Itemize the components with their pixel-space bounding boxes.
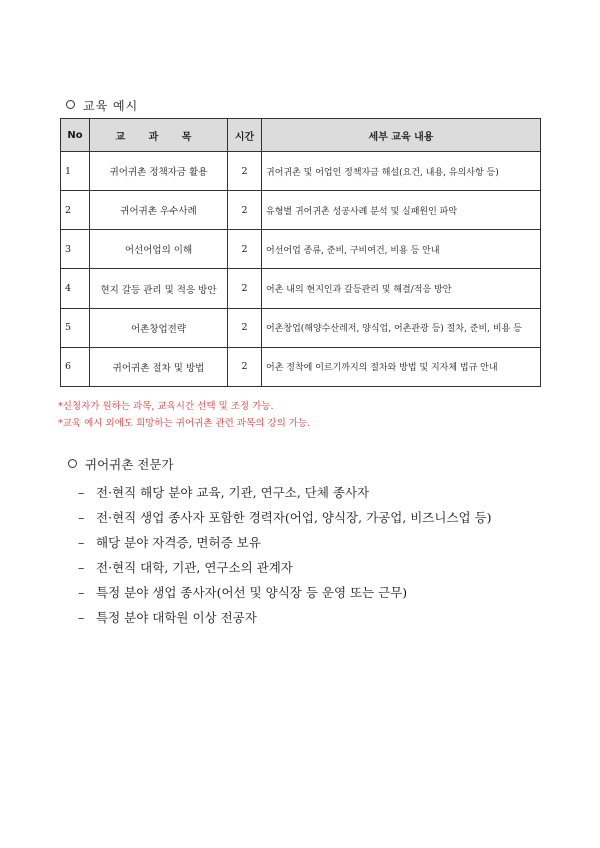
- row-hours: 2: [228, 347, 262, 386]
- list-item-text: 해당 분야 자격증, 면허증 보유: [96, 535, 261, 550]
- list-item-text: 전·현직 생업 종사자 포함한 경력자(어업, 양식장, 가공업, 비즈니스업 등): [96, 510, 492, 525]
- row-no: 4: [61, 269, 90, 308]
- row-subject: 어촌창업전략: [90, 308, 228, 347]
- experts-list: [78, 480, 492, 630]
- list-item: [78, 480, 492, 505]
- row-no: 1: [61, 152, 90, 191]
- table-row: [61, 230, 541, 269]
- header-hours: 시간: [228, 119, 262, 152]
- experts-title-text: 귀어귀촌 전문가: [85, 457, 174, 472]
- row-hours: 2: [228, 269, 262, 308]
- header-no: No: [61, 119, 90, 152]
- row-hours: 2: [228, 308, 262, 347]
- list-item-text: 특정 분야 생업 종사자(어선 및 양식장 등 운영 또는 근무): [96, 585, 408, 600]
- row-detail: 귀어귀촌 및 어업인 정책자금 해설(요건, 내용, 유의사항 등): [262, 152, 541, 191]
- education-section-title: [66, 97, 138, 114]
- list-item: [78, 555, 492, 580]
- dash-icon: –: [78, 585, 85, 600]
- header-detail: 세부 교육 내용: [262, 119, 541, 152]
- table-header-row: [61, 119, 541, 152]
- table-row: [61, 269, 541, 308]
- circle-bullet-icon: [68, 459, 77, 468]
- education-notes: [58, 398, 310, 432]
- row-detail: 유형별 귀어귀촌 성공사례 분석 및 실패원인 파악: [262, 191, 541, 230]
- dash-icon: –: [78, 485, 85, 500]
- row-subject: 귀어귀촌 우수사례: [90, 191, 228, 230]
- row-detail: 어촌 내의 현지인과 갈등관리 및 해결/적응 방안: [262, 269, 541, 308]
- row-hours: 2: [228, 152, 262, 191]
- row-subject: 귀어귀촌 절차 및 방법: [90, 347, 228, 386]
- row-no: 5: [61, 308, 90, 347]
- row-detail: 어선어업 종류, 준비, 구비여건, 비용 등 안내: [262, 230, 541, 269]
- list-item: [78, 505, 492, 530]
- list-item-text: 특정 분야 대학원 이상 전공자: [96, 610, 257, 625]
- dash-icon: –: [78, 610, 85, 625]
- table-row: [61, 152, 541, 191]
- list-item: [78, 605, 492, 630]
- row-subject: 귀어귀촌 정책자금 활용: [90, 152, 228, 191]
- dash-icon: –: [78, 510, 85, 525]
- list-item-text: 전·현직 해당 분야 교육, 기관, 연구소, 단체 종사자: [96, 485, 370, 500]
- row-hours: 2: [228, 230, 262, 269]
- education-table: [60, 118, 541, 387]
- table-row: [61, 347, 541, 386]
- dash-icon: –: [78, 560, 85, 575]
- list-item: [78, 580, 492, 605]
- experts-section-title: [68, 455, 174, 473]
- header-subject: 교 과 목: [90, 119, 228, 152]
- table-row: [61, 191, 541, 230]
- row-subject: 어선어업의 이해: [90, 230, 228, 269]
- row-no: 6: [61, 347, 90, 386]
- note-line: *신청자가 원하는 과목, 교육시간 선택 및 조정 가능.: [58, 401, 274, 412]
- row-subject: 현지 갈등 관리 및 적응 방안: [90, 269, 228, 308]
- row-no: 2: [61, 191, 90, 230]
- note-line: *교육 예시 외에도 희망하는 귀어귀촌 관련 과목의 강의 가능.: [58, 418, 311, 429]
- circle-bullet-icon: [66, 100, 75, 109]
- row-hours: 2: [228, 191, 262, 230]
- row-detail: 어촌 정착에 이르기까지의 절차와 방법 및 지자체 법규 안내: [262, 347, 541, 386]
- list-item: [78, 530, 492, 555]
- row-no: 3: [61, 230, 90, 269]
- education-title-text: 교육 예시: [83, 99, 139, 113]
- dash-icon: –: [78, 535, 85, 550]
- row-detail: 어촌창업(해양수산레저, 양식업, 어촌관광 등) 절차, 준비, 비용 등: [262, 308, 541, 347]
- table-row: [61, 308, 541, 347]
- list-item-text: 전·현직 대학, 기관, 연구소의 관계자: [96, 560, 293, 575]
